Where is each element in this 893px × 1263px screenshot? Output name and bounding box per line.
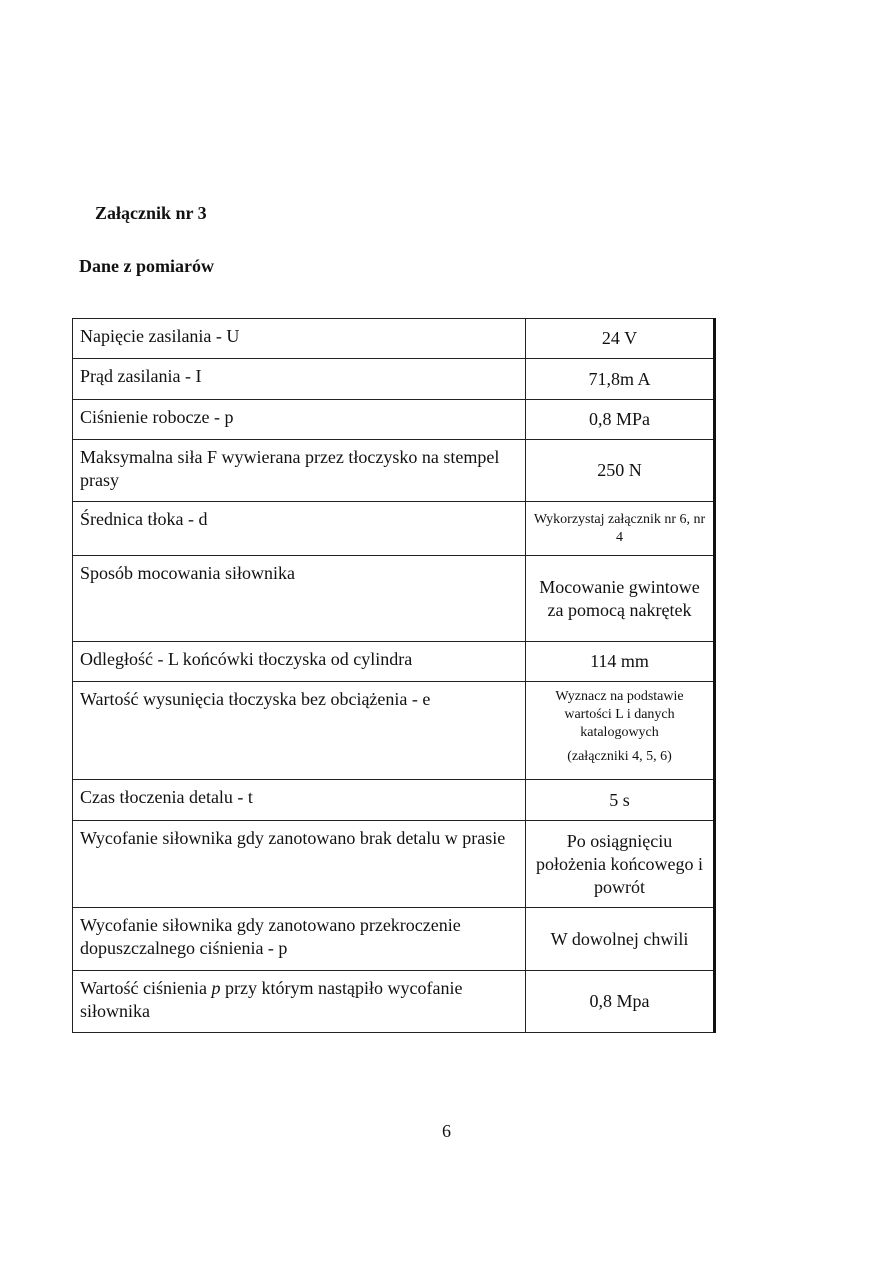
- param-cell: Wycofanie siłownika gdy zanotowano brak detalu w prasie: [73, 821, 526, 908]
- param-cell: Czas tłoczenia detalu - t: [73, 780, 526, 821]
- value-cell: 5 s: [526, 780, 715, 821]
- table-row: [73, 682, 715, 780]
- param-cell: Prąd zasilania - I: [73, 359, 526, 400]
- attachment-title: Załącznik nr 3: [95, 203, 207, 223]
- table-row: [73, 821, 715, 908]
- value-cell: [526, 682, 715, 780]
- measurement-table: [72, 318, 716, 1033]
- value-cell: 0,8 MPa: [526, 400, 715, 440]
- param-cell: Odległość - L końcówki tłoczyska od cylindra: [73, 642, 526, 682]
- table-row: [73, 642, 715, 682]
- value-cell: 114 mm: [526, 642, 715, 682]
- value-note: (załączniki 4, 5, 6): [567, 749, 672, 764]
- table-row: [73, 400, 715, 440]
- table-row: [73, 780, 715, 821]
- table-row: [73, 319, 715, 359]
- value-cell: 71,8m A: [526, 359, 715, 400]
- table-row: [73, 502, 715, 556]
- param-cell: Napięcie zasilania - U: [73, 319, 526, 359]
- value-cell: 0,8 Mpa: [526, 971, 715, 1033]
- table-row: [73, 971, 715, 1033]
- page-number: 6: [442, 1121, 451, 1141]
- param-cell: Wartość wysunięcia tłoczyska bez obciążenia - e: [73, 682, 526, 780]
- param-symbol: p: [211, 978, 221, 998]
- value-text: Wyznacz na podstawie wartości L i danych katalogowych: [555, 689, 684, 740]
- value-cell: Wykorzystaj załącznik nr 6, nr 4: [526, 502, 715, 556]
- param-text: Wartość ciśnienia: [80, 978, 212, 998]
- table-row: [73, 556, 715, 642]
- param-cell: Maksymalna siła F wywierana przez tłoczysko na stempel prasy: [73, 440, 526, 502]
- table-row: [73, 440, 715, 502]
- value-cell: Po osiągnięciu położenia końcowego i powrót: [526, 821, 715, 908]
- param-text: przy którym nastąpiło wycofanie siłownika: [80, 978, 463, 1021]
- param-cell: Wycofanie siłownika gdy zanotowano przekroczenie dopuszczalnego ciśnienia - p: [73, 908, 526, 971]
- param-cell: Sposób mocowania siłownika: [73, 556, 526, 642]
- param-cell: Średnica tłoka - d: [73, 502, 526, 556]
- section-title: Dane z pomiarów: [79, 256, 214, 276]
- value-cell: 24 V: [526, 319, 715, 359]
- value-cell: W dowolnej chwili: [526, 908, 715, 971]
- table-row: [73, 908, 715, 971]
- value-cell: 250 N: [526, 440, 715, 502]
- param-cell: [73, 971, 526, 1033]
- value-cell: Mocowanie gwintowe za pomocą nakrętek: [526, 556, 715, 642]
- param-cell: Ciśnienie robocze - p: [73, 400, 526, 440]
- table-row: [73, 359, 715, 400]
